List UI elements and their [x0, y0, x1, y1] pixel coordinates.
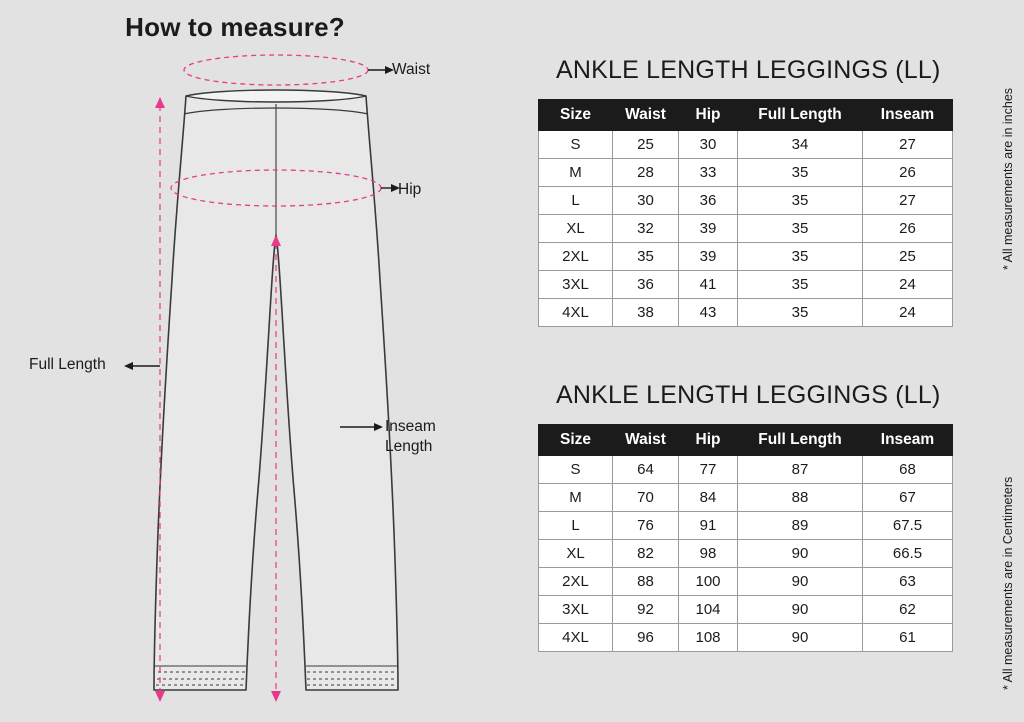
- cell-hip: 43: [679, 299, 738, 327]
- cell-hip: 91: [679, 512, 738, 540]
- cell-hip: 41: [679, 271, 738, 299]
- cell-full-length: 90: [738, 568, 863, 596]
- cell-hip: 98: [679, 540, 738, 568]
- cell-hip: 77: [679, 456, 738, 484]
- cell-full-length: 35: [738, 159, 863, 187]
- cell-full-length: 35: [738, 187, 863, 215]
- cell-waist: 96: [613, 624, 679, 652]
- waist-arrow: [368, 66, 394, 74]
- waist-label: Waist: [392, 61, 431, 78]
- cell-waist: 92: [613, 596, 679, 624]
- cell-waist: 88: [613, 568, 679, 596]
- cell-hip: 30: [679, 131, 738, 159]
- inseam-label-line2: Length: [385, 438, 433, 455]
- column-header-hip: Hip: [679, 100, 738, 131]
- centimeters-table-title: ANKLE LENGTH LEGGINGS (LL): [556, 381, 941, 409]
- cell-inseam: 24: [863, 299, 953, 327]
- cell-full-length: 88: [738, 484, 863, 512]
- cell-size: M: [539, 159, 613, 187]
- table-row: [539, 568, 953, 596]
- inches-size-table: [538, 99, 953, 327]
- inches-unit-note: * All measurements are in inches: [1001, 87, 1015, 270]
- cell-full-length: 35: [738, 271, 863, 299]
- centimeters-size-table: [538, 424, 953, 652]
- cell-waist: 25: [613, 131, 679, 159]
- table-row: [539, 159, 953, 187]
- cell-full-length: 35: [738, 215, 863, 243]
- cell-inseam: 67: [863, 484, 953, 512]
- cell-full-length: 90: [738, 540, 863, 568]
- cell-hip: 33: [679, 159, 738, 187]
- cell-inseam: 27: [863, 131, 953, 159]
- inseam-guide: [271, 235, 281, 702]
- cell-size: M: [539, 484, 613, 512]
- cell-size: L: [539, 187, 613, 215]
- waistband: [186, 90, 366, 102]
- cell-hip: 84: [679, 484, 738, 512]
- cell-waist: 70: [613, 484, 679, 512]
- cell-waist: 32: [613, 215, 679, 243]
- cell-hip: 39: [679, 215, 738, 243]
- cell-inseam: 62: [863, 596, 953, 624]
- inseam-label-line1: Inseam: [385, 418, 436, 435]
- cell-hip: 39: [679, 243, 738, 271]
- table-row: [539, 243, 953, 271]
- table-row: [539, 596, 953, 624]
- column-header-hip: Hip: [679, 425, 738, 456]
- inches-table-title: ANKLE LENGTH LEGGINGS (LL): [556, 56, 941, 84]
- diagram-title: How to measure?: [125, 12, 345, 42]
- table-header-row: [539, 425, 953, 456]
- hip-label: Hip: [398, 181, 422, 198]
- cell-size: 2XL: [539, 568, 613, 596]
- cell-inseam: 63: [863, 568, 953, 596]
- inseam-label: [385, 417, 436, 457]
- table-row: [539, 624, 953, 652]
- cell-full-length: 90: [738, 596, 863, 624]
- cell-hip: 36: [679, 187, 738, 215]
- cell-waist: 36: [613, 271, 679, 299]
- column-header-full-length: Full Length: [738, 425, 863, 456]
- cell-size: XL: [539, 540, 613, 568]
- centimeters-unit-note: * All measurements are in Centimeters: [1001, 476, 1015, 690]
- cell-inseam: 27: [863, 187, 953, 215]
- cell-size: 3XL: [539, 271, 613, 299]
- cell-inseam: 26: [863, 215, 953, 243]
- column-header-waist: Waist: [613, 100, 679, 131]
- cell-waist: 64: [613, 456, 679, 484]
- cell-size: XL: [539, 215, 613, 243]
- cell-waist: 35: [613, 243, 679, 271]
- table-row: [539, 131, 953, 159]
- full-length-label: Full Length: [29, 356, 106, 373]
- column-header-inseam: Inseam: [863, 425, 953, 456]
- table-row: [539, 456, 953, 484]
- cell-size: L: [539, 512, 613, 540]
- table-row: [539, 271, 953, 299]
- table-row: [539, 512, 953, 540]
- cell-size: 4XL: [539, 624, 613, 652]
- cell-full-length: 87: [738, 456, 863, 484]
- cell-size: 3XL: [539, 596, 613, 624]
- cell-waist: 30: [613, 187, 679, 215]
- column-header-full-length: Full Length: [738, 100, 863, 131]
- table-row: [539, 299, 953, 327]
- cell-full-length: 89: [738, 512, 863, 540]
- cell-full-length: 35: [738, 243, 863, 271]
- cell-inseam: 25: [863, 243, 953, 271]
- table-row: [539, 540, 953, 568]
- table-row: [539, 187, 953, 215]
- cell-size: S: [539, 456, 613, 484]
- cell-waist: 76: [613, 512, 679, 540]
- cell-inseam: 68: [863, 456, 953, 484]
- cell-size: 2XL: [539, 243, 613, 271]
- cell-inseam: 66.5: [863, 540, 953, 568]
- cell-waist: 38: [613, 299, 679, 327]
- cell-full-length: 34: [738, 131, 863, 159]
- table-row: [539, 215, 953, 243]
- cell-size: S: [539, 131, 613, 159]
- full-length-arrow: [124, 362, 160, 370]
- cell-hip: 104: [679, 596, 738, 624]
- cell-hip: 108: [679, 624, 738, 652]
- cell-inseam: 26: [863, 159, 953, 187]
- cell-waist: 28: [613, 159, 679, 187]
- waist-measure-ellipse: [184, 55, 368, 85]
- cell-inseam: 67.5: [863, 512, 953, 540]
- column-header-size: Size: [539, 425, 613, 456]
- cell-inseam: 61: [863, 624, 953, 652]
- cell-size: 4XL: [539, 299, 613, 327]
- cell-inseam: 24: [863, 271, 953, 299]
- column-header-size: Size: [539, 100, 613, 131]
- cell-hip: 100: [679, 568, 738, 596]
- table-header-row: [539, 100, 953, 131]
- cell-full-length: 35: [738, 299, 863, 327]
- column-header-waist: Waist: [613, 425, 679, 456]
- column-header-inseam: Inseam: [863, 100, 953, 131]
- cell-waist: 82: [613, 540, 679, 568]
- table-row: [539, 484, 953, 512]
- cell-full-length: 90: [738, 624, 863, 652]
